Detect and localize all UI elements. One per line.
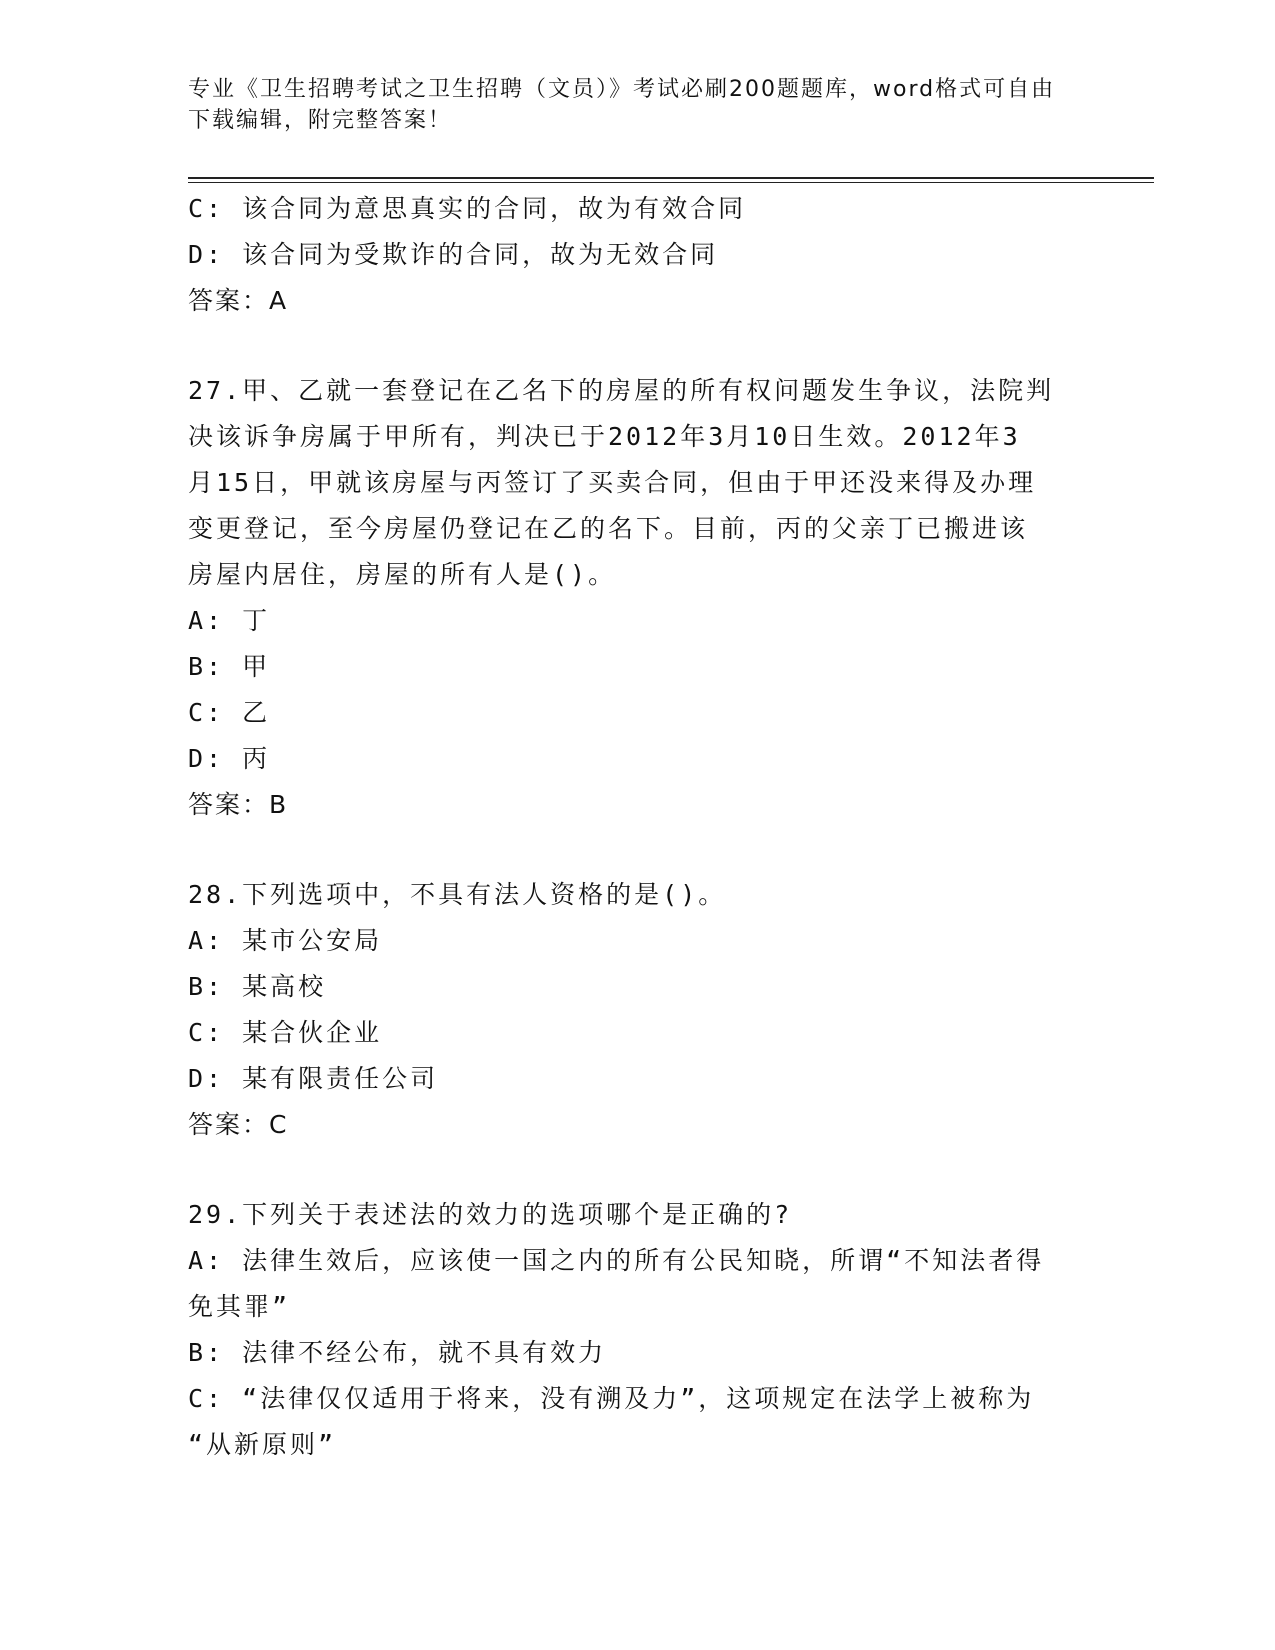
spacer [188, 828, 1088, 872]
answer-line: 答案：A [188, 286, 289, 315]
option-d: D: 某有限责任公司 [188, 1064, 439, 1093]
question-fragment [188, 186, 1088, 324]
option-line: C: 该合同为意思真实的合同，故为有效合同 [188, 194, 747, 223]
document-header [188, 74, 1068, 136]
question-text-line: 月15日，甲就该房屋与丙签订了买卖合同，但由于甲还没来得及办理 [188, 468, 1037, 497]
question-27 [188, 368, 1088, 828]
document-body [188, 186, 1088, 1468]
option-a: A: 丁 [188, 606, 271, 635]
option-d: D: 丙 [188, 744, 271, 773]
option-c: C: 某合伙企业 [188, 1018, 383, 1047]
option-b: B: 法律不经公布，就不具有效力 [188, 1338, 607, 1367]
question-text-line: 28.下列选项中，不具有法人资格的是()。 [188, 880, 727, 909]
option-c-continued: “从新原则” [188, 1430, 337, 1459]
option-b: B: 某高校 [188, 972, 327, 1001]
question-text-line: 29.下列关于表述法的效力的选项哪个是正确的? [188, 1200, 793, 1229]
option-line: D: 该合同为受欺诈的合同，故为无效合同 [188, 240, 719, 269]
question-28 [188, 872, 1088, 1148]
answer-line: 答案：C [188, 1110, 289, 1139]
option-a: A: 某市公安局 [188, 926, 383, 955]
question-29 [188, 1192, 1088, 1468]
option-c: C: “法律仅仅适用于将来，没有溯及力”，这项规定在法学上被称为 [188, 1384, 1035, 1413]
option-a: A: 法律生效后，应该使一国之内的所有公民知晓，所谓“不知法者得 [188, 1246, 1045, 1275]
option-a-continued: 免其罪” [188, 1292, 291, 1321]
option-b: B: 甲 [188, 652, 271, 681]
spacer [188, 1148, 1088, 1192]
header-rule-thick [188, 177, 1154, 179]
answer-line: 答案：B [188, 790, 289, 819]
header-rule-thin [188, 182, 1154, 183]
option-c: C: 乙 [188, 698, 271, 727]
question-text-line: 变更登记，至今房屋仍登记在乙的名下。目前，丙的父亲丁已搬进该 [188, 514, 1029, 543]
question-text-line: 27.甲、乙就一套登记在乙名下的房屋的所有权问题发生争议，法院判 [188, 376, 1055, 405]
header-title: 专业《卫生招聘考试之卫生招聘（文员）》考试必刷200题题库，word格式可自由下载编辑，附完整答案！ [188, 77, 1056, 133]
question-text-line: 决该诉争房属于甲所有，判决已于2012年3月10日生效。2012年3 [188, 422, 1021, 451]
question-text-line: 房屋内居住，房屋的所有人是()。 [188, 560, 617, 589]
spacer [188, 324, 1088, 368]
